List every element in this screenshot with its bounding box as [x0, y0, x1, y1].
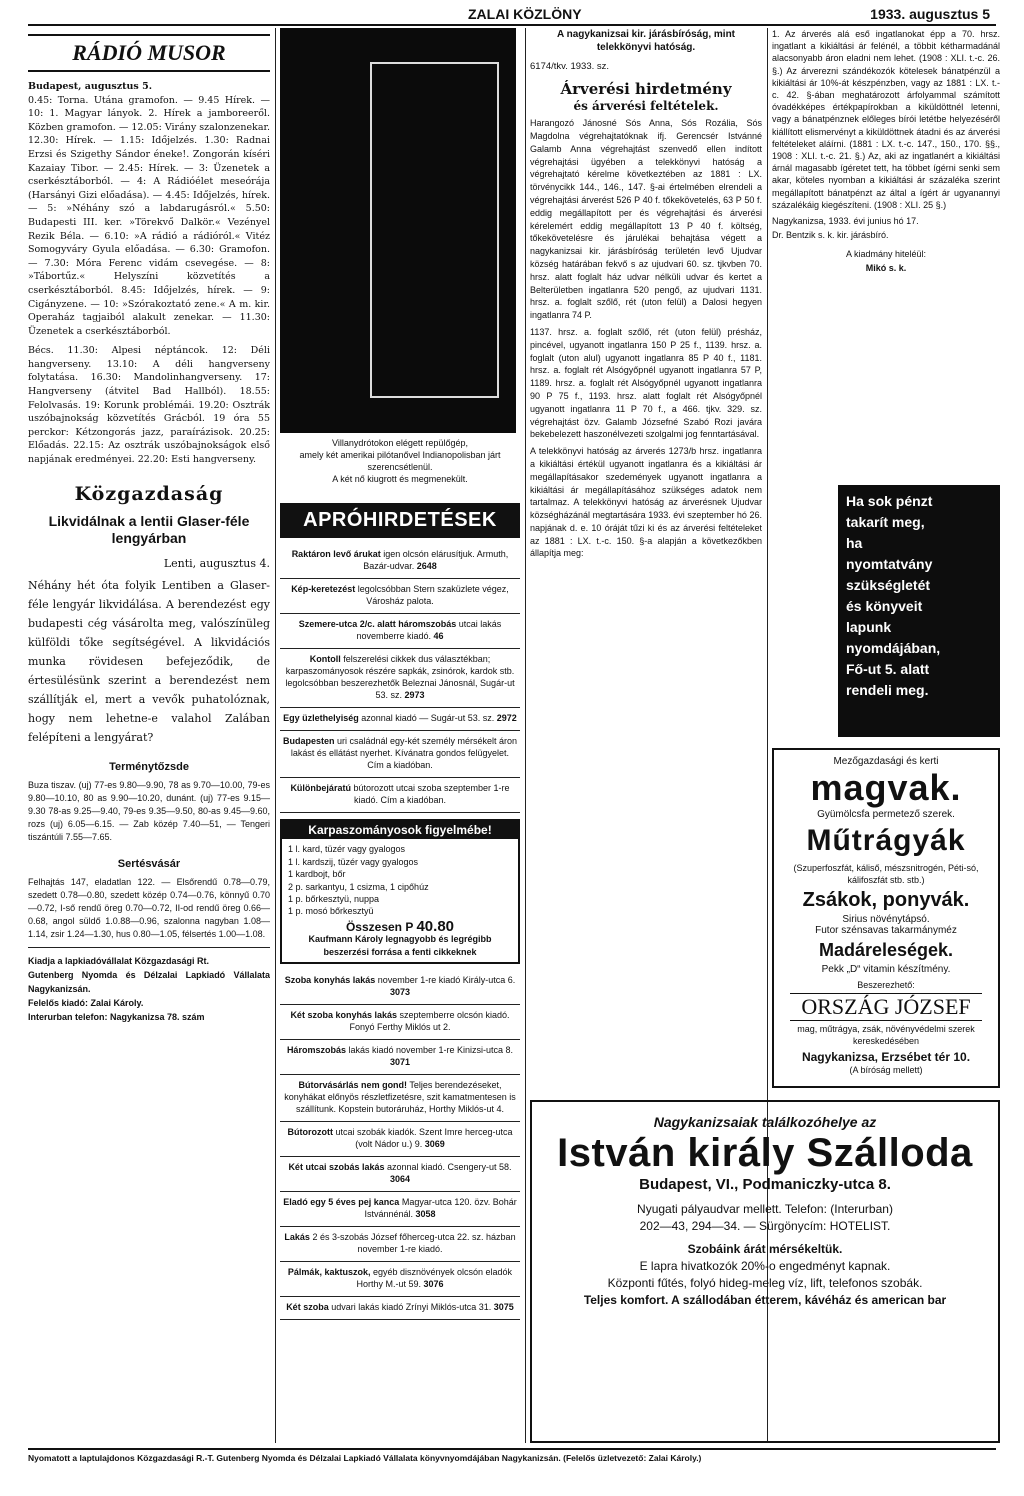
classified-ad — [280, 579, 520, 614]
shop-owner-name: ORSZÁG JÓZSEF — [790, 993, 982, 1021]
classified-ad — [280, 1192, 520, 1227]
classified-ad — [280, 1040, 520, 1075]
column-4 — [772, 28, 1000, 478]
ad-line: Sirius növénytápsó. — [842, 914, 930, 925]
hotel-tagline: Nagykanizsaiak találkozóhelye az — [653, 1114, 877, 1130]
classified-text: 2 és 3-szobás József főherceg-utca 22. sz. házban november 1-re kiadó. — [309, 1232, 516, 1255]
classified-text: november 1-re kiadó Király-utca 6. — [375, 975, 516, 986]
classified-ad — [280, 1157, 520, 1192]
ad-subheadline: Zsákok, ponyvák. — [802, 889, 970, 911]
classified-ad — [280, 778, 520, 813]
classified-text: utcai szobák kiadók. Szent Imre herceg-utca (volt Nádor u.) 9. — [332, 1127, 513, 1150]
classified-number: 3075 — [493, 1302, 514, 1313]
classified-ad — [280, 1122, 520, 1157]
print-ad-line: Ha sok pénzt — [846, 493, 933, 509]
colophon-4: Interurban telefon: Nagykanizsa 78. szám — [28, 1012, 205, 1023]
classified-lead: Szoba konyhás lakás — [284, 975, 376, 986]
caption-line: A két nő kiugrott és megmenekült. — [332, 474, 468, 484]
classified-ad — [280, 614, 520, 649]
print-ad-line: takarít meg, — [846, 514, 925, 530]
classified-ad — [280, 1075, 520, 1122]
page-footer: Nyomatott a laptulajdonos Közgazdasági R.-T. Gutenberg Nyomda és Délzalai Lapkiadó Vállalata könyvnyomdájában Nagykanizsán. (Felelős üzletvezető: Zalai Károly.) — [28, 1448, 996, 1463]
hotel-line: E lapra hivatkozók 20%-o engedményt kapnak. — [639, 1259, 891, 1273]
classified-text: igen olcsón elárusítjuk. Armuth, Bazár-udvar. — [363, 549, 509, 571]
classified-ad — [280, 1227, 520, 1262]
divider — [28, 947, 270, 948]
classified-text: uri családnál egy-két személy mérsékelt áron lakást és ellátást nyerhet. Kívánatra gondos felügyelet. Cím a kiadóban. — [290, 736, 518, 770]
news-photo — [280, 28, 516, 433]
classified-lead: Két szoba — [286, 1302, 329, 1313]
column-1 — [28, 28, 270, 1443]
classified-text: lakás kiadó november 1-re Kinizsi-utca 8. — [345, 1045, 514, 1056]
classified-number: 2973 — [404, 690, 425, 700]
classifieds-list — [280, 544, 520, 813]
karpaszomany-ad — [280, 819, 520, 964]
classified-number: 2972 — [496, 713, 517, 723]
print-ad-line: szükségletét — [846, 577, 931, 593]
kozgazdasag-title: Közgazdaság — [74, 482, 224, 505]
classified-lead: Két szoba konyhás lakás — [290, 1010, 397, 1021]
auction-judge: Dr. Bentzik s. k. kir. járásbíró. — [772, 229, 889, 240]
auction-conditions: 1. Az árverés alá eső ingatlanokat épp a 70. hrsz. ingatlant a kikiáltási ár felénél, a többit kétharmadánál alacsonyabb áron eladni nem lehet. (1908 : XLI. t.-c. 26. §.) Az árverezni szándékozók kötelesek bánatpénzül a kikiáltási ár 10%-át készpénzben, vagy az 1881 : LX. t.-c. 42. §-ában meghatározott árfolyammal számított óvadékképes értékpapírokban a kiküldöttnél letenni, vagy a bánatpénznek előleges bírói letétbe helyezéséről kiállított elismervényt a kiküldöttnek átadni és az árverési feltételeket aláírni. (1881 : LX. t.-c. 147., 150., 170. §§., 1908 : XLI. t.-c. 21. §.) Az, aki az ingatlanért a kikiáltási árnál magasabb ígéretet tett, ha többet ígérni senki sem akar, köteles nyomban a kikiáltási ár százaléka szerint megállapított bánatpénzt az által a ígért ár ugyanannyi százalékáig kiegészíteni. (1908 : XLI. 25 §.) — [772, 29, 1000, 210]
auction-place-date: Nagykanizsa, 1933. évi junius hó 17. — [772, 216, 919, 227]
photo-caption — [280, 437, 520, 485]
termeny-text: Buza tiszav. (uj) 77-es 9.80—9.90, 78 as 9.70—10.00, 79-es 9.80—10.10, 80 as 9.90—10.20, dunánt. (uj) 77-es 9.15—9.30 78-as 9.25—9.40, 79-es 9.35—9.50, 80-as 9.45—9.60, rozs (uj) 6.05—6.15. — Zab közép 7.40—51, — Tengeri tiszántúli 7.55—7.65. — [28, 780, 270, 843]
karpaszomany-total — [288, 917, 512, 935]
sertes-text: Felhajtás 147, eladatlan 122. — Elsőrendű 0.78—0.79, szedett 0.78—0.80, szedett közép 0.74—0.76, könnyű 0.70—0.72, I-ső rendű öreg 0.70—0.72, II-od rendű öreg 0.66—0.68, angol süldő 1.0.88—0.96, szalonna nagyban 1.08—1.14, zsir 1.24—1.30, hus 0.80—1.05, félsertés 1.00—1.08. — [28, 877, 270, 940]
newspaper-title: ZALAI KÖZLÖNY — [468, 6, 582, 22]
radio-budapest-text: 0.45: Torna. Utána gramofon. — 9.45 Hírek. — 10: 1. Magyar lányok. 2. Hírek a jamboreeről. Közben gramofon. — 12.05: Virány szalonzenekar. 12.30: Hírek. — 1.15: Időjelzés. 1.30: Radnai Erzsi és Szigethy Sándor éneke!. Zongorán kíséri Kazaiay Tibor. — 2.45: Hírek. — 3: Üzenetek a cserkésztáborból. — 4: A Rádióélet meseórája (Harsányi Gizi előadása). — 4.45: Időjelzés, hírek. — 5: »Néhány szó a labdarugásról.« 5.50: Budapesti III. ker. »Törekvő Dalkör.« Vezényel Rezik Béla. — 6.10: »A rádió a rádióról.« Vitéz Somogyváry Gyula előadása. — 6.30: Gramofon. — 7.30: Móra Ferenc vidám csevegése. — 8: »Tábortűz.« Helyszíni közvetítés a cserkésztáborból. 8.45: Időjelzés, hírek. — 9: Cigányzene. — 10: »Szórakoztató zene.« A m. kir. Operaház tagjaiból alakult zenekar. — 11.30: Üzenetek a cserkésztáborból. — [28, 94, 270, 337]
radio-section-title: RÁDIÓ MUSOR — [28, 34, 270, 72]
hotel-ad — [530, 1100, 1000, 1443]
classified-text: Teljes berendezéseket, konyhákat előnyös részletfizetésre, szit kamatmentesen is szállítunk. Kopstein butoráruház, Horthy Miklós-ut 4. — [284, 1080, 516, 1115]
caption-line: Villanydrótokon elégett repülőgép, — [332, 438, 468, 448]
classified-ad — [280, 1005, 520, 1040]
radio-becs-text: Bécs. 11.30: Alpesi néptáncok. 12: Déli hangverseny. 13.10: A déli hangverseny folytatása. 16.30: Mandolinhangverseny. 17: Hangverseny (átvitel Bad Hallból). 18.55: Felolvasás. 19: Korunk problémái. 19.20: Osztrák uszóbajnokság közvetítés Grácból. 19 óra 55 perckor: Kétzongorás jazz, paraírázisok. 20.25: Előadás. 22.15: Az osztrák uszóbajnokságok első napjának eredményei. 22.20: Esti hangverseny. — [28, 345, 270, 466]
auction-office: A nagykanizsai kir. járásbíróság, mint telekkönyvi hatóság. — [556, 29, 736, 53]
auction-cert-name: Mikó s. k. — [865, 262, 907, 273]
classified-text: azonnal kiadó. Csengery-ut 58. — [384, 1162, 512, 1173]
auction-subtitle: és árverési feltételek. — [573, 98, 719, 113]
karpaszomany-footer: Kaufmann Károly legnagyobb és legrégibb beszerzési forrása a fenti cikkeknek — [308, 934, 492, 957]
classified-text: Magyar-utca 120. özv. Bohár Istvánnénál. — [364, 1197, 517, 1220]
hotel-address: Budapest, VI., Podmaniczky-utca 8. — [639, 1176, 891, 1193]
print-ad-line: rendeli meg. — [846, 682, 929, 698]
classified-lead: Kép-keretezést — [291, 584, 356, 594]
classified-lead: Két utcai szobás lakás — [288, 1162, 385, 1173]
auction-body: Harangozó Jánosné Sós Anna, Sós Rozália, Sós Magdolna végrehajtatóknak ifj. Gerencsér Istvánné Galamb Anna végrehajtást szenvedő ellen indított végrehajtási ügyében a telekkönyvi hatóság a végrehajtató kérelme következtében az 1881 : LX. törvénycikk 144., 146., 147. §-ai értelmében elrendeli a végrehajtási árverést 526 P 40 f. tőkekövetelés, 63 P 50 f. eddig megállapított per és végrehajtási és árverési kérelemért eddig megállapított 13 P 40 f. költség, tőkekövetelésre és járulékai behajtása végett a nagykanizsai kir. járásbíróság területén levő Ujudvar község határában fekvő s az ujudvari 60. sz. tjkvben 70. hrsz. alatt foglalt ház udvar nélküli udvar és kertet a Belterületben ingatlanra 520 pengő, az ujudvari 1131. hrsz. a. foglalt szőlő, rét (uton felül) a Dalosi hegyen ingatlanra 74 P. — [530, 118, 762, 321]
classified-lead: Lakás — [284, 1232, 310, 1243]
hotel-line: Nyugati pályaudvar mellett. Telefon: (Interurban) — [637, 1202, 893, 1216]
column-divider — [525, 28, 526, 1443]
classified-text: azonnal kiadó — Sugár-ut 53. sz. — [358, 713, 497, 723]
ad-line: (Szuperfoszfát, káliső, mészsnitrogén, Péti-só, kálifoszfát stb. stb.) — [793, 863, 979, 885]
hotel-line: Teljes komfort. A szállodában étterem, kávéház és american bar — [583, 1293, 947, 1307]
auction-body-2: 1137. hrsz. a. foglalt szőlő, rét (uton felül) présház, pincével, ugyanott ingatlanra 150 P 25 f., 1139. hrsz. a. foglalt (uton alul) ugyanott ingatlanra 85 P 40 f., 1181. hrsz. a. foglalt rét Alsógyőpnél ugyanott ingatlanra 57 P, 1189. hrsz. a. foglalt rét Alsógyőpnél ugyanott ingatlanra 90 P 75 f., 1193. hrsz. alatt foglalt rét Alsógyőpnél ugyanott ingatlanra 11 P 70 f., a 466. tjkv. 329. sz. végrehajtást özv. Galamb Józsefné Szabó Rozi javára bekebelezett haszonélvezeti szolgalmi jog fenntartásával. — [530, 326, 762, 440]
classified-ad — [280, 1262, 520, 1297]
print-ad-line: nyomdájában, — [846, 640, 941, 656]
karpaszomany-item: 1 p. bőrkesztyü, nuppa — [288, 894, 380, 905]
print-shop-ad — [838, 485, 1000, 737]
radio-subtitle: Budapest, augusztus 5. — [28, 81, 152, 92]
karpaszomany-items — [288, 843, 512, 917]
classified-lead: Egy üzlethelyiség — [283, 713, 359, 723]
classified-text: egyéb disznövények olcsón eladók Horthy M.-ut 59. — [356, 1267, 513, 1290]
colophon-2: Gutenberg Nyomda és Délzalai Lapkiadó Vállalata Nagykanizsán. — [28, 970, 270, 995]
issue-date: 1933. augusztus 5 — [870, 6, 990, 22]
hotel-line: Szobáink árát mérsékeltük. — [687, 1242, 843, 1256]
classified-lead: Szemere-utca 2/c. alatt háromszobás — [298, 619, 457, 629]
page-header — [28, 4, 996, 26]
classified-number: 3058 — [415, 1209, 436, 1220]
print-ad-line: ha — [846, 535, 863, 551]
classified-text: bútorozott utcai szoba szeptember 1-re kiadó. Cím a kiadóban. — [350, 783, 510, 805]
shop-address: Nagykanizsa, Erzsébet tér 10. — [801, 1050, 971, 1064]
seed-shop-ad — [772, 748, 1000, 1088]
classified-number: 3071 — [389, 1057, 411, 1068]
ad-line: Pekk „D“ vitamin készítmény. — [821, 964, 951, 975]
classified-lead: Háromszobás — [286, 1045, 346, 1056]
classifieds-list-2 — [280, 970, 520, 1320]
caption-line: amely két amerikai pilótanővel Indianopolisban járt szerencsétlenül. — [299, 450, 501, 472]
classified-ad — [280, 544, 520, 579]
ad-line: (A bíróság mellett) — [849, 1065, 923, 1075]
classifieds-title: APRÓHIRDETÉSEK — [280, 503, 520, 538]
print-ad-line: és könyveit — [846, 598, 923, 614]
karpaszomany-item: 2 p. sarkantyu, 1 csizma, 1 cipőhúz — [288, 881, 429, 892]
article-body: Néhány hét óta folyik Lentiben a Glaser-féle lengyár likvidálása. A berendezést egy budapesti cég vásárolta meg, valószínüleg külföldi tőke segítségével. A likvidációs munka rövidesen befejeződik, de értesülésünk szerint a berendezést nem szállítják el, mert a vevők puhatolóznak, hogy nem lehetne-e valahol Zalában felépíteni a lengyárat? — [28, 579, 270, 745]
column-2 — [280, 28, 520, 1443]
ad-line: mag, műtrágya, zsák, növényvédelmi szerek kereskedésében — [797, 1024, 975, 1046]
classified-number: 3073 — [389, 987, 411, 998]
classified-lead: Pálmák, kaktuszok, — [287, 1267, 371, 1278]
auction-cert: A kiadmány hiteléül: — [845, 249, 927, 260]
ad-line: Mezőgazdasági és kerti — [833, 756, 939, 767]
sertes-title: Sertésvásár — [117, 858, 181, 871]
classified-text: szeptemberre olcsón kiadó. Fonyó Ferthy Miklós ut 2. — [349, 1010, 510, 1033]
classified-lead: Budapesten — [282, 736, 335, 746]
ad-line: Gyümölcsfa permetező szerek. — [817, 809, 955, 820]
ad-headline: magvak. — [810, 767, 962, 808]
auction-body-3: A telekkönyvi hatóság az árverés 1273/b hrsz. ingatlanra a kikiáltási értékül ugyanott ingatlanra és a kikiáltási ár megállapításakor szedemények ugyanott ingatlanra a kikiáltási ár megállapításához szükséges adatok nem tartalmaz. A telekkönyvi hatóság az árverésnek Ujudvar községházánál megtartására 1933. évi szeptember hó 26. napjának d. e. 10 óráját tűzi ki és az árverési feltételeket az 1881 : LX. t.-c. 150. §-a alapján a következőkben állapítja meg: — [530, 446, 762, 559]
print-ad-line: nyomtatvány — [846, 556, 933, 572]
classified-lead: Bútorvásárlás nem gond! — [298, 1080, 408, 1091]
hotel-name: István király Szálloda — [557, 1131, 973, 1175]
auction-ref: 6174/tkv. 1933. sz. — [530, 61, 610, 72]
colophon-1: Kiadja a lapkiadóvállalat Közgazdasági Rt. — [28, 956, 210, 967]
classified-number: 3069 — [424, 1139, 445, 1150]
classified-lead: Raktáron levő árukat — [291, 549, 381, 559]
total-label: Összesen P — [345, 919, 414, 934]
ad-line: Futor szénsavas takarmányméz — [815, 925, 957, 936]
ad-headline: Műtrágyák — [806, 824, 966, 857]
classified-text: utcai lakás novemberre kiadó. — [356, 619, 502, 641]
print-ad-line: lapunk — [846, 619, 892, 635]
auction-title: Árverési hirdetmény — [560, 79, 732, 98]
classified-number: 3064 — [389, 1174, 411, 1185]
print-ad-line: Fő-ut 5. alatt — [846, 661, 930, 677]
karpaszomany-item: 1 l. kard, tüzér vagy gyalogos — [288, 844, 406, 855]
article-dateline: Lenti, augusztus 4. — [163, 556, 270, 570]
ad-subheadline: Madáreleségek. — [818, 940, 954, 960]
classified-number: 2648 — [416, 561, 437, 571]
colophon-3: Felelős kiadó: Zalai Károly. — [28, 998, 144, 1009]
photo-frame — [370, 62, 499, 398]
classified-ad — [280, 731, 520, 778]
classified-text: felszerelési cikkek dus választékban; karpaszományosok részére sapkák, zsinórok, kardok stb. legolcsóbban beszerezhetők Beleznai Jánosnál, Sugár-ut 53. sz. — [285, 654, 515, 700]
article-headline: Likvidálnak a lentii Glaser-féle lengyárban — [48, 512, 250, 546]
classified-ad — [280, 649, 520, 708]
karpaszomany-title: Karpaszományosok figyelmébe! — [282, 821, 518, 839]
hotel-line: Központi fűtés, folyó hideg-meleg víz, lift, telefonos szobák. — [607, 1276, 923, 1290]
ad-line: Beszerezhető: — [857, 980, 915, 990]
classified-lead: Különbejáratú — [290, 783, 351, 793]
classified-lead: Kontoll — [309, 654, 341, 664]
karpaszomany-item: 1 p. mosó bőrkesztyü — [288, 906, 374, 917]
termeny-title: Terménytőzsde — [109, 761, 189, 774]
karpaszomany-item: 1 l. kardszij, tüzér vagy gyalogos — [288, 856, 419, 867]
classified-ad — [280, 1297, 520, 1320]
column-divider — [275, 28, 276, 1443]
classified-number: 46 — [433, 631, 444, 641]
classified-text: udvari lakás kiadó Zrínyi Miklós-utca 31. — [328, 1302, 494, 1313]
classified-lead: Eladó egy 5 éves pej kanca — [283, 1197, 400, 1208]
classified-lead: Bútorozott — [287, 1127, 333, 1138]
total-value: 40.80 — [416, 917, 455, 935]
classified-text: legolcsóbban Stern szaküzlete végez, Városház palota. — [355, 584, 509, 606]
karpaszomany-item: 1 kardbojt, bőr — [288, 869, 346, 880]
classified-ad — [280, 970, 520, 1005]
hotel-line: 202—43, 294—34. — Sürgönycím: HOTELIST. — [639, 1219, 891, 1233]
classified-number: 3076 — [423, 1279, 444, 1290]
classified-ad — [280, 708, 520, 731]
